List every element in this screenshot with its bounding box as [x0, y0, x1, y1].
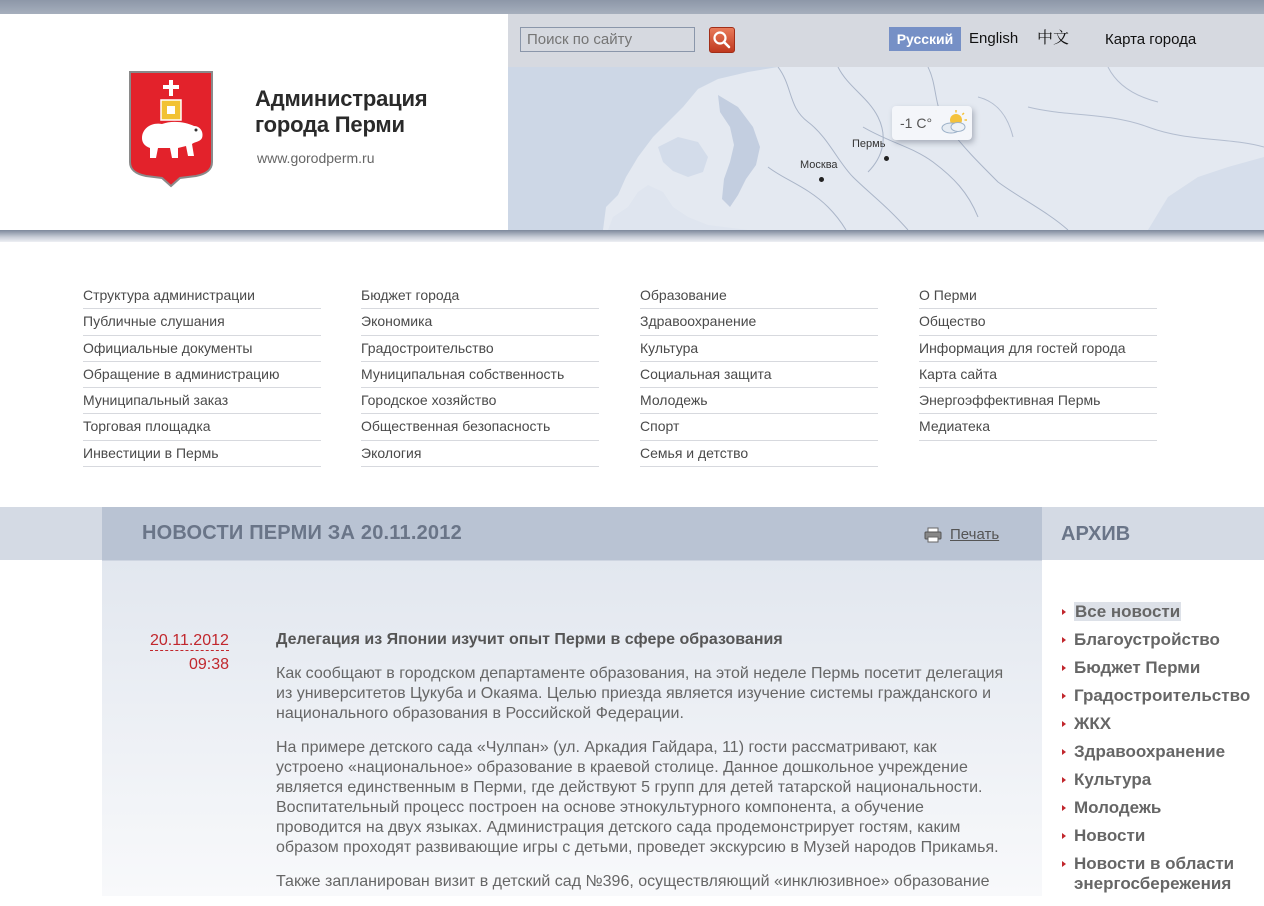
nav-item-guest-info[interactable]: Информация для гостей города [919, 336, 1157, 362]
nav-column-2 [361, 283, 599, 467]
map-label-perm: Пермь [852, 138, 886, 150]
nav-item-public-hearings[interactable]: Публичные слушания [83, 309, 321, 335]
lang-russian[interactable]: Русский [889, 27, 961, 51]
city-map-link[interactable]: Карта города [1105, 31, 1197, 48]
lang-chinese[interactable]: 中文 [1037, 30, 1070, 47]
nav-item-ecology[interactable]: Экология [361, 441, 599, 467]
search-input[interactable] [520, 27, 695, 52]
archive-title: АРХИВ [1061, 523, 1131, 545]
nav-item-city-economy[interactable]: Городское хозяйство [361, 388, 599, 414]
archive-item-healthcare[interactable] [1062, 742, 1264, 762]
archive-item-youth[interactable] [1062, 798, 1264, 818]
nav-item-municipal-property[interactable]: Муниципальная собственность [361, 362, 599, 388]
nav-item-appeal[interactable]: Обращение в администрацию [83, 362, 321, 388]
archive-item-label: Новости в области энергосбережения [1074, 854, 1235, 893]
news-paragraph: Также запланирован визит в детский сад №396, осуществляющий «инклюзивное» образование [276, 873, 990, 890]
search-icon [710, 28, 734, 52]
nav-item-official-docs[interactable]: Официальные документы [83, 336, 321, 362]
nav-item-economy[interactable]: Экономика [361, 309, 599, 335]
page-title: НОВОСТИ ПЕРМИ ЗА 20.11.2012 [142, 522, 462, 544]
lang-english[interactable]: English [969, 30, 1019, 47]
news-headline[interactable]: Делегация из Японии изучит опыт Перми в сфере образования [276, 631, 783, 648]
top-strip [0, 0, 1264, 14]
nav-item-trading[interactable]: Торговая площадка [83, 414, 321, 440]
archive-item-label: Все новости [1075, 602, 1181, 621]
nav-item-youth[interactable]: Молодежь [640, 388, 878, 414]
nav-item-family[interactable]: Семья и детство [640, 441, 878, 467]
archive-item-label: Новости [1074, 826, 1146, 845]
header-toolbar [508, 14, 1264, 67]
archive-item-all-news[interactable] [1062, 602, 1264, 622]
archive-list [1062, 602, 1264, 902]
archive-item-culture[interactable] [1062, 770, 1264, 790]
news-date[interactable]: 20.11.2012 [150, 632, 229, 649]
archive-item-label: ЖКХ [1074, 714, 1112, 733]
map-dot-perm [884, 156, 889, 161]
site-title-line1: Администрация [255, 86, 428, 111]
map-dot-moscow [819, 177, 824, 182]
archive-item-energy-saving[interactable] [1062, 854, 1264, 894]
nav-item-budget[interactable]: Бюджет города [361, 283, 599, 309]
map-label-moscow: Москва [800, 159, 838, 171]
archive-item-label: Культура [1074, 770, 1152, 789]
archive-item-label: Здравоохранение [1074, 742, 1226, 761]
archive-item-news[interactable] [1062, 826, 1264, 846]
nav-item-social-protection[interactable]: Социальная защита [640, 362, 878, 388]
header-divider [0, 230, 1264, 242]
nav-column-4 [919, 283, 1157, 441]
nav-item-municipal-order[interactable]: Муниципальный заказ [83, 388, 321, 414]
news-paragraph: Как сообщают в городском департаменте образования, на этой неделе Пермь посетит делегация из университетов Цукуба и Окаяма. Целью приезда является изучение системы гражданского и национального образования в Российской Федерации. [276, 665, 1004, 722]
site-title [255, 86, 427, 138]
archive-item-budget[interactable] [1062, 658, 1264, 678]
nav-item-urban-planning[interactable]: Градостроительство [361, 336, 599, 362]
print-link[interactable]: Печать [950, 526, 1000, 543]
nav-item-sport[interactable]: Спорт [640, 414, 878, 440]
coat-of-arms-logo [128, 70, 214, 188]
news-paragraph: На примере детского сада «Чулпан» (ул. Аркадия Гайдара, 11) гости рассматривают, как устроено «национальное» образование в краевой столице. Данное дошкольное учреждение является единственным в Перми, где действуют 5 групп для детей татарской национальности. Воспитательный процесс построен на основе этнокультурного компонента, а обучение проводится на двух языках. Администрация детского сада продемонстрирует гостям, каким образом проходят развивающие игры с детьми, проведет экскурсию в Музей народов Прикамья. [276, 739, 999, 856]
news-body [276, 664, 1006, 906]
search-button[interactable] [709, 27, 735, 53]
archive-item-urban-planning[interactable] [1062, 686, 1264, 706]
nav-item-sitemap[interactable]: Карта сайта [919, 362, 1157, 388]
nav-item-healthcare[interactable]: Здравоохранение [640, 309, 878, 335]
weather-temperature: -1 C° [900, 115, 933, 131]
nav-item-structure[interactable]: Структура администрации [83, 283, 321, 309]
nav-item-investments[interactable]: Инвестиции в Пермь [83, 441, 321, 467]
nav-item-about-perm[interactable]: О Перми [919, 283, 1157, 309]
nav-item-energy-efficient[interactable]: Энергоэффективная Пермь [919, 388, 1157, 414]
site-title-line2: города Перми [255, 112, 405, 137]
nav-item-culture[interactable]: Культура [640, 336, 878, 362]
archive-item-label: Бюджет Перми [1074, 658, 1201, 677]
nav-column-3 [640, 283, 878, 467]
site-url: www.gorodperm.ru [257, 150, 375, 166]
archive-item-improvement[interactable] [1062, 630, 1264, 650]
weather-widget[interactable] [892, 106, 972, 140]
news-time: 09:38 [189, 656, 230, 673]
nav-column-1 [83, 283, 321, 467]
nav-item-public-safety[interactable]: Общественная безопасность [361, 414, 599, 440]
archive-item-label: Градостроительство [1074, 686, 1251, 705]
nav-item-society[interactable]: Общество [919, 309, 1157, 335]
archive-item-label: Молодежь [1074, 798, 1162, 817]
archive-sidebar [1042, 507, 1264, 896]
archive-header [1042, 507, 1264, 560]
partly-cloudy-icon [940, 110, 968, 136]
nav-item-media-library[interactable]: Медиатека [919, 414, 1157, 440]
archive-item-housing[interactable] [1062, 714, 1264, 734]
header-map [508, 67, 1264, 230]
archive-item-label: Благоустройство [1074, 630, 1220, 649]
site-header [0, 14, 1264, 230]
nav-item-education[interactable]: Образование [640, 283, 878, 309]
printer-icon[interactable] [924, 527, 942, 543]
